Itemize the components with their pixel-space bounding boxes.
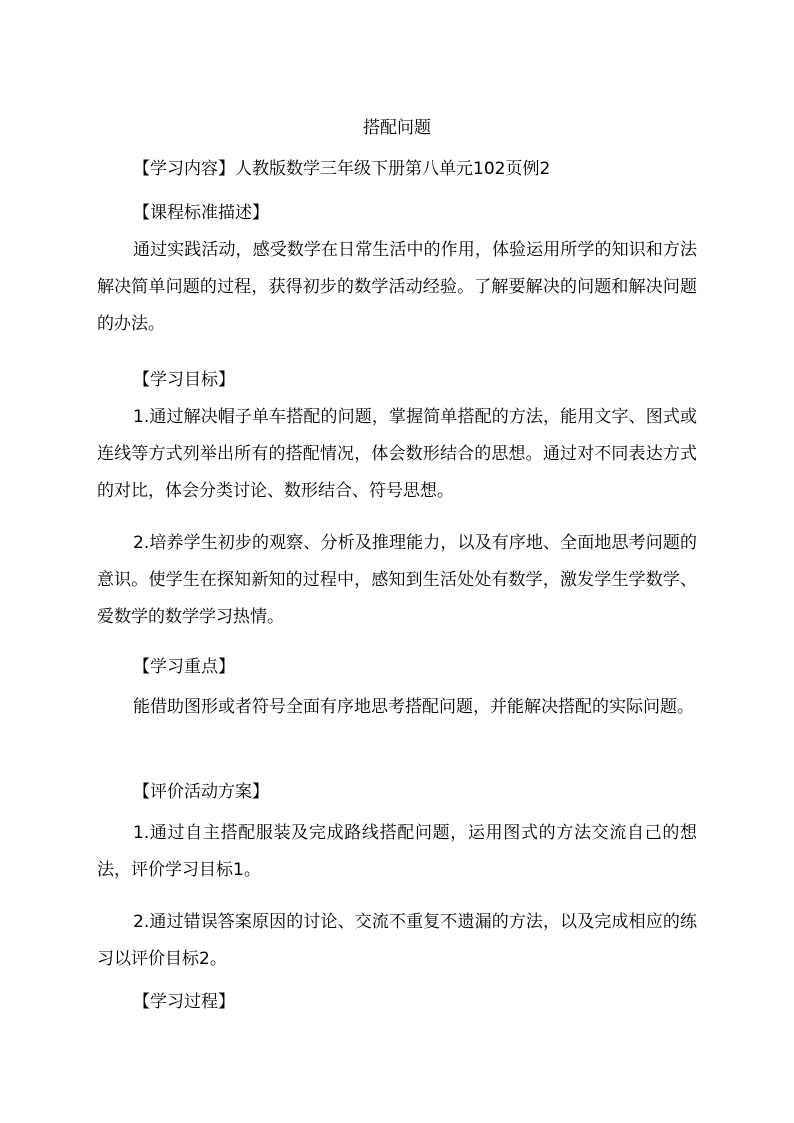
- standard-paragraph: 通过实践活动，感受数学在日常生活中的作用，体验运用所学的知识和方法解决简单问题的过程，获得初步的数学活动经验。了解要解决的问题和解决问题的办法。: [97, 240, 697, 334]
- evaluation-paragraph-2: 2.通过错误答案原因的讨论、交流不重复不遗漏的方法，以及完成相应的练习以评价目标2。: [97, 912, 697, 969]
- goal-paragraph-1: 1.通过解决帽子单车搭配的问题，掌握简单搭配的方法，能用文字、图式或连线等方式列举出所有的搭配情况，体会数形结合的思想。通过对不同表达方式的对比，体会分类讨论、数形结合、符号思想。: [97, 407, 697, 501]
- goal-paragraph-2: 2.培养学生初步的观察、分析及推理能力，以及有序地、全面地思考问题的意识。使学生在探知新知的过程中，感知到生活处处有数学，激发学生学数学、爱数学的数学学习热情。: [97, 533, 697, 627]
- evaluation-paragraph-1: 1.通过自主搭配服装及完成路线搭配问题，运用图式的方法交流自己的想法，评价学习目标1。: [97, 823, 697, 880]
- key-points-heading: 【学习重点】: [133, 657, 235, 677]
- key-points-paragraph: 能借助图形或者符号全面有序地思考搭配问题，并能解决搭配的实际问题。: [133, 697, 694, 717]
- evaluation-heading: 【评价活动方案】: [133, 782, 269, 802]
- document-title: 搭配问题: [363, 118, 431, 138]
- learning-content-line: 【学习内容】人教版数学三年级下册第八单元102页例2: [133, 159, 551, 179]
- standard-heading: 【课程标准描述】: [133, 203, 269, 223]
- process-heading: 【学习过程】: [133, 992, 235, 1012]
- goals-heading: 【学习目标】: [133, 370, 235, 390]
